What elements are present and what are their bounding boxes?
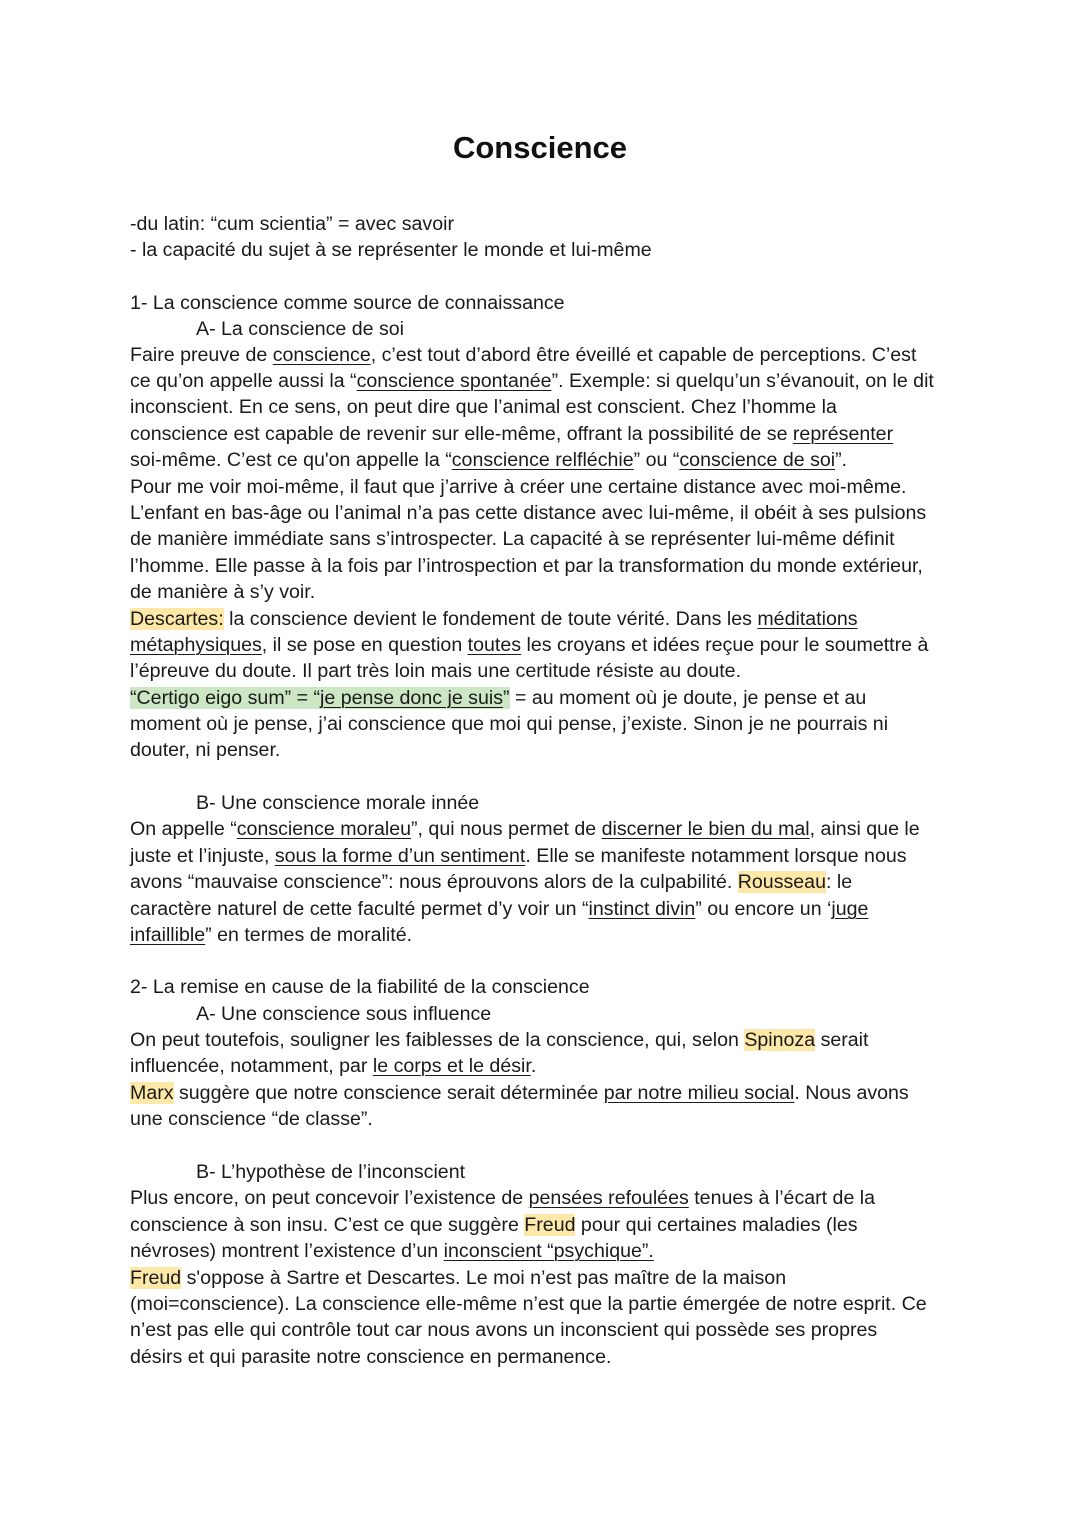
underlined-term: toutes (467, 634, 522, 656)
text: On peut toutefois, souligner les faiblesses de la conscience, qui, selon (130, 1029, 745, 1051)
underlined-term: conscience (272, 344, 371, 366)
text: tenues à l’écart de la (688, 1187, 876, 1209)
text: Faire preuve de (130, 344, 273, 366)
underlined-term: instinct divin (588, 898, 696, 920)
text: On appelle “ (130, 818, 237, 840)
paragraph-line (130, 843, 907, 869)
paragraph-line: (moi=conscience). La conscience elle-même n’est que la partie émergée de notre esprit. Ce (130, 1293, 927, 1315)
text: s'oppose à Sartre et Descartes. Le moi n’est pas maître de la maison (181, 1267, 787, 1289)
text: : le (825, 871, 853, 893)
paragraph-line: de manière à s’y voir. (130, 581, 316, 603)
text: influencée, notamment, par (130, 1055, 373, 1077)
text: juste et l’injuste, (130, 845, 275, 867)
paragraph-line (130, 1238, 654, 1264)
highlight-author: Descartes: (130, 608, 224, 630)
paragraph-line: douter, ni penser. (130, 739, 281, 761)
text: ” ou encore un ‘ (695, 898, 832, 920)
paragraph-line (130, 685, 866, 711)
paragraph-line (130, 1053, 536, 1079)
paragraph-line (130, 421, 893, 447)
section-heading: 2- La remise en cause de la fiabilité de la conscience (130, 976, 590, 998)
paragraph-line: l’homme. Elle passe à la fois par l’introspection et par la transformation du monde extérieur, (130, 555, 923, 577)
paragraph-line: L’enfant en bas-âge ou l’animal n’a pas cette distance avec lui-même, il obéit à ses pulsions (130, 502, 927, 524)
highlight-author: Freud (524, 1214, 576, 1236)
subsection-heading: A- La conscience de soi (196, 318, 405, 340)
text: conscience est capable de revenir sur elle-même, offrant la possibilité de se (130, 423, 793, 445)
paragraph-line (130, 1027, 868, 1053)
paragraph-line (130, 1265, 786, 1291)
text: avons “mauvaise conscience”: nous éprouvons alors de la culpabilité. (130, 871, 738, 893)
underlined-term: conscience moraleu (236, 818, 412, 840)
paragraph-line (130, 896, 868, 922)
paragraph-line: une conscience “de classe”. (130, 1108, 373, 1130)
text: conscience à son insu. C’est ce que suggère (130, 1214, 525, 1236)
paragraph-line: inconscient. En ce sens, on peut dire que l’animal est conscient. Chez l’homme la (130, 396, 837, 418)
text: ”, qui nous permet de (411, 818, 602, 840)
text: . (530, 1055, 537, 1077)
text: , il se pose en question (261, 634, 468, 656)
paragraph-line (130, 922, 412, 948)
text: ” (503, 687, 510, 709)
definition-line: -du latin: “cum scientia” = avec savoir (130, 213, 454, 235)
text: , c’est tout d’abord être éveillé et capable de perceptions. C’est (370, 344, 917, 366)
paragraph-line (130, 816, 920, 842)
page-title: Conscience (452, 130, 627, 165)
text: la conscience devient le fondement de toute vérité. Dans les (223, 608, 758, 630)
highlight-author: Marx (130, 1082, 174, 1104)
text: ”. (835, 449, 848, 471)
highlight-quote (130, 687, 510, 709)
underlined-term: par notre milieu social (603, 1082, 795, 1104)
paragraph-line (130, 869, 852, 895)
paragraph-line: n’est pas elle qui contrôle tout car nous avons un inconscient qui possède ses propres (130, 1319, 878, 1341)
paragraph-line: de manière immédiate sans s’introspecter. La capacité à se représenter lui-même définit (130, 528, 895, 550)
underlined-term: pensées refoulées (528, 1187, 689, 1209)
underlined-term: méditations (757, 608, 858, 630)
text: pour qui certaines maladies (les (575, 1214, 858, 1236)
text: Plus encore, on peut concevoir l’existence de (130, 1187, 529, 1209)
underlined-term: métaphysiques (130, 634, 262, 656)
highlight-author: Rousseau (737, 871, 826, 893)
underlined-term: je pense donc je suis (320, 687, 504, 709)
underlined-term: le corps et le désir (372, 1055, 531, 1077)
text: soi-même. C’est ce qu'on appelle la “ (130, 449, 452, 471)
underlined-term: juge (831, 898, 869, 920)
text: caractère naturel de cette faculté permet d’y voir un “ (130, 898, 589, 920)
text: . Nous avons (794, 1082, 909, 1104)
highlight-author: Spinoza (744, 1029, 816, 1051)
paragraph-line (130, 342, 916, 368)
text: ”. Exemple: si quelqu’un s’évanouit, on le dit (551, 370, 934, 392)
underlined-term: conscience relfléchie (451, 449, 634, 471)
paragraph-line (130, 368, 934, 394)
underlined-term: discerner le bien du mal (601, 818, 810, 840)
subsection-heading: B- Une conscience morale innée (196, 792, 480, 814)
paragraph-line (130, 606, 858, 632)
paragraph-line (130, 1185, 875, 1211)
text: serait (815, 1029, 869, 1051)
text: névroses) montrent l’existence d’un (130, 1240, 444, 1262)
text: “Certigo eigo sum” = “ (130, 687, 321, 709)
subsection-heading: B- L’hypothèse de l’inconscient (196, 1161, 466, 1183)
paragraph-line (130, 447, 847, 473)
subsection-heading: A- Une conscience sous influence (196, 1003, 492, 1025)
text: . Elle se manifeste notamment lorsque nous (525, 845, 907, 867)
definition-line: - la capacité du sujet à se représenter le monde et lui-même (130, 239, 652, 261)
text: ” ou “ (633, 449, 680, 471)
text: ” en termes de moralité. (205, 924, 413, 946)
paragraph-line (130, 632, 928, 658)
text: = au moment où je doute, je pense et au (509, 687, 867, 709)
paragraph-line: Pour me voir moi-même, il faut que j’arrive à créer une certaine distance avec moi-même. (130, 476, 907, 498)
underlined-term: représenter (792, 423, 894, 445)
highlight-author: Freud (130, 1267, 182, 1289)
paragraph-line: désirs et qui parasite notre conscience en permanence. (130, 1346, 612, 1368)
underlined-term: conscience spontanée (356, 370, 552, 392)
underlined-term: inconscient “psychique”. (443, 1240, 654, 1262)
underlined-term: sous la forme d’un sentiment (274, 845, 526, 867)
section-heading: 1- La conscience comme source de connaissance (130, 292, 565, 314)
text: les croyans et idées reçue pour le soumettre à (521, 634, 929, 656)
underlined-term: conscience de soi (679, 449, 836, 471)
text: ce qu’on appelle aussi la “ (130, 370, 357, 392)
paragraph-line: l’épreuve du doute. Il part très loin mais une certitude résiste au doute. (130, 660, 742, 682)
text: suggère que notre conscience serait déterminée (173, 1082, 604, 1104)
paragraph-line (130, 1212, 858, 1238)
text: , ainsi que le (809, 818, 920, 840)
underlined-term: infaillible (130, 924, 206, 946)
paragraph-line: moment où je pense, j’ai conscience que moi qui pense, j’existe. Sinon je ne pourrais ni (130, 713, 889, 735)
paragraph-line (130, 1080, 909, 1106)
